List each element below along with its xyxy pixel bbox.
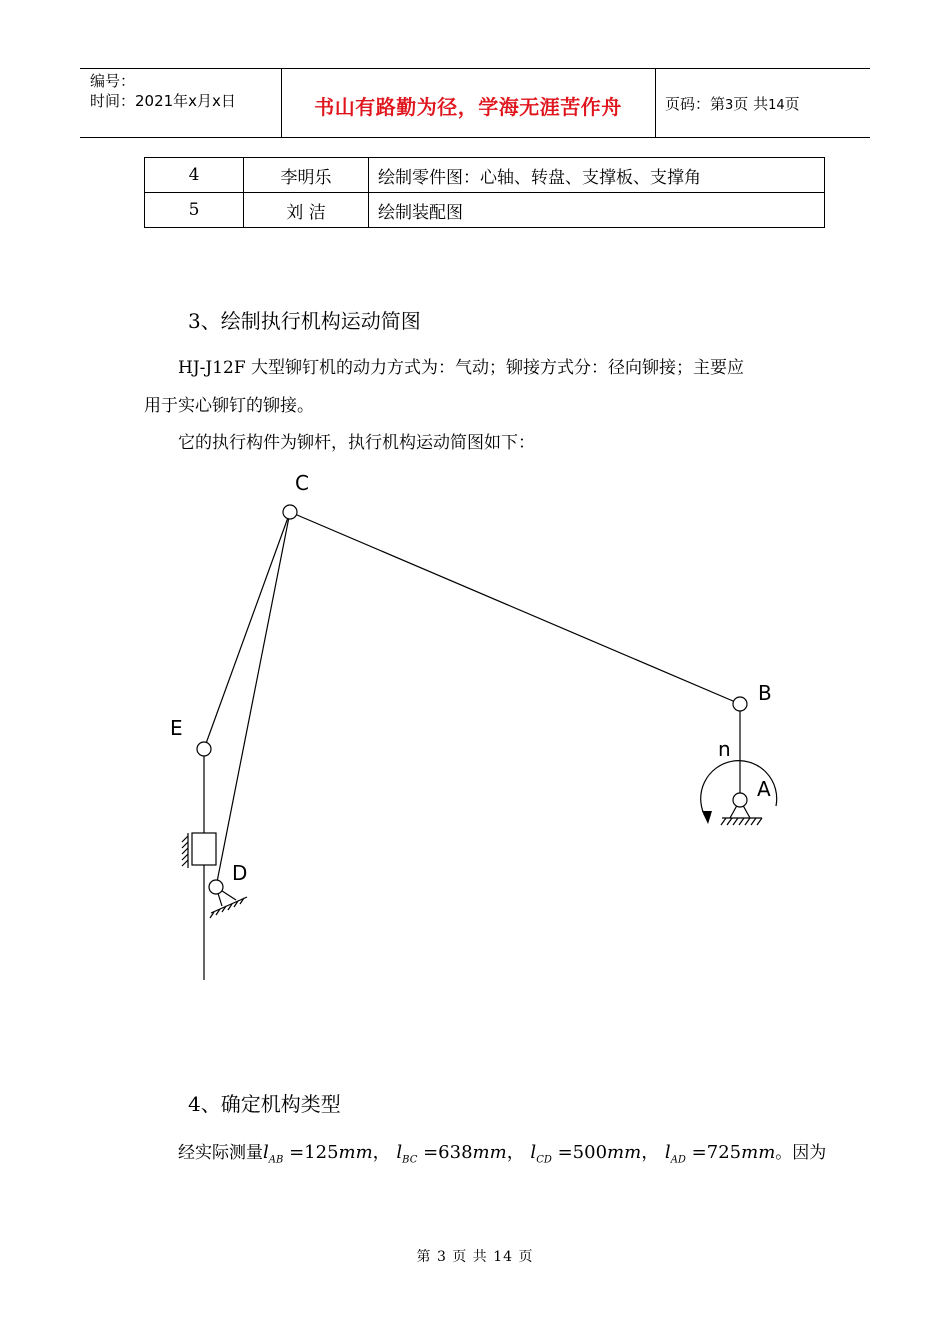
joint-c: [283, 505, 297, 519]
label-b: B: [758, 681, 772, 705]
header-time: 时间：2021年x月x日: [90, 92, 236, 110]
slider-block: [192, 833, 216, 865]
label-n: n: [718, 737, 731, 761]
row-task: 绘制零件图：心轴、转盘、支撑板、支撑角: [369, 158, 825, 193]
measurement-formula: 经实际测量$l_{AB} =125mm$， $l_{BC} =638mm$， $l_{CD} =500mm$， $l_{AD} =725mm$。因为: [178, 1142, 827, 1166]
joint-e: [197, 742, 211, 756]
slider-guide-hatch: [182, 836, 188, 866]
formula-prefix: 经实际测量: [178, 1143, 263, 1163]
link-cd: [216, 512, 290, 887]
header-number: 编号：: [90, 72, 136, 90]
link-bc: [290, 512, 740, 704]
label-c: C: [295, 471, 309, 495]
formula-suffix: 。因为: [775, 1143, 827, 1163]
joint-b: [733, 697, 747, 711]
joint-d: [209, 880, 223, 894]
section-3-paragraph-line1: HJ-J12F 大型铆钉机的动力方式为：气动；铆接方式分：径向铆接；主要应: [178, 358, 745, 378]
label-d: D: [232, 861, 248, 885]
row-number: 5: [145, 193, 244, 228]
ground-a-hatch: [721, 818, 762, 825]
row-name: 刘 洁: [244, 193, 369, 228]
row-number: 4: [145, 158, 244, 193]
header-page-info: 页码：第3页 共14页: [665, 95, 800, 113]
label-e: E: [170, 716, 183, 740]
rotation-arrowhead: [702, 811, 712, 824]
page-footer: 第 3 页 共 14 页: [416, 1249, 534, 1265]
header-motto: 书山有路勤为径，学海无涯苦作舟: [314, 95, 622, 119]
section-3-paragraph-2: 它的执行构件为铆杆，执行机构运动简图如下：: [178, 433, 535, 453]
section-3-heading: 3、绘制执行机构运动简图: [188, 309, 421, 333]
label-a: A: [757, 777, 771, 801]
ground-d-base: [211, 897, 247, 913]
row-task: 绘制装配图: [369, 193, 825, 228]
section-4-heading: 4、确定机构类型: [188, 1092, 341, 1116]
row-name: 李明乐: [244, 158, 369, 193]
section-3-paragraph-line2: 用于实心铆钉的铆接。: [144, 396, 314, 416]
link-ce: [204, 512, 290, 749]
joint-a: [733, 793, 747, 807]
